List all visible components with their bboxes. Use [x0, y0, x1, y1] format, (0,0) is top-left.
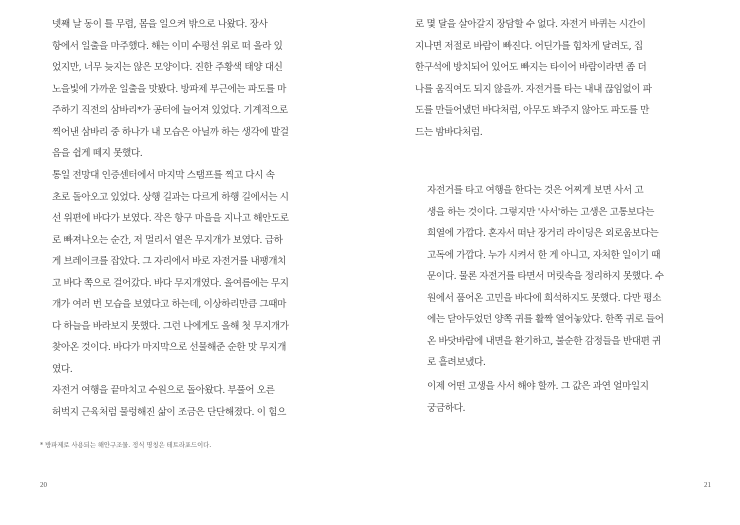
text-line: 개가 여러 번 모습을 보였다고 하는데, 이상하리만큼 그때마	[52, 299, 287, 310]
footnote: * 방파제로 사용되는 해안구조물. 정식 명칭은 테트라포드이다.	[40, 442, 212, 449]
text-line: 도를 만들어냈던 바다처럼, 아무도 봐주지 않아도 파도를 만	[415, 105, 650, 116]
left-paragraph-3	[40, 380, 336, 423]
text-line: 다 하늘을 바라보지 못했다. 그런 나에게도 올해 첫 무지개가	[52, 320, 289, 332]
right-page	[370, 0, 740, 525]
left-paragraph-1	[40, 14, 336, 165]
right-paragraph-3	[415, 376, 709, 419]
text-line: 주하기 직전의 삼바리*가 공터에 늘어져 있었다. 기계적으로	[52, 105, 288, 116]
text-line: 였다.	[52, 363, 73, 375]
text-line: 고 바다 쪽으로 걸어갔다. 바다 무지개였다. 올여름에는 무지	[52, 277, 289, 289]
left-paragraph-2	[40, 165, 336, 380]
text-line: 드는 밤바다처럼.	[415, 126, 483, 138]
text-line: 이제 어떤 고생을 사서 해야 할까. 그 값은 과연 얼마일지	[427, 381, 649, 392]
text-line: 선 위편에 바다가 보였다. 작은 항구 마을을 지나고 해안도로	[52, 213, 289, 224]
text-line: 에는 닫아두었던 양쪽 귀를 활짝 열어놓았다. 한쪽 귀로 들어	[427, 314, 664, 325]
text-line: 희열에 가깝다. 혼자서 떠난 장거리 라이딩은 외로움보다는	[427, 228, 659, 239]
text-line: 노을빛에 가까운 일출을 맛봤다. 방파제 부근에는 파도를 마	[52, 83, 287, 95]
page-number-right: 21	[704, 481, 711, 489]
text-line: 나를 움직여도 되지 않을까. 자전거를 타는 내내 끊임없이 파	[415, 83, 652, 95]
right-paragraph-2	[415, 180, 709, 374]
page-number-left: 20	[40, 481, 47, 489]
text-line: 로 흘려보냈다.	[427, 357, 486, 368]
text-line: 온 바닷바람에 내면을 환기하고, 불순한 감정들을 반대편 귀	[427, 335, 662, 347]
text-line: 찍어낸 삼바리 중 하나가 내 모습은 아닐까 하는 생각에 발걸	[52, 126, 289, 138]
text-line: 자전거를 타고 여행을 한다는 것은 어찌게 보면 사서 고	[427, 185, 644, 196]
text-line: 자전거 여행을 끝마치고 수원으로 돌아왔다. 부풀어 오른	[52, 385, 275, 396]
right-paragraph-1	[415, 14, 709, 143]
text-line: 넷째 날 동이 틀 무렵, 몸을 일으켜 밖으로 나왔다. 장사	[52, 19, 268, 30]
text-line: 로 빠져나오는 순간, 저 멀리서 옅은 무지개가 보였다. 급하	[52, 234, 283, 246]
text-line: 한구석에 방치되어 있어도 빠지는 타이어 바람이라면 좀 더	[415, 62, 647, 73]
text-line: 생을 하는 것이다. 그렇지만 '사서'하는 고생은 고통보다는	[427, 206, 654, 218]
text-line: 로 몇 달을 살아갈지 장담할 수 없다. 자전거 바퀴는 시간이	[415, 19, 646, 30]
text-line: 고독에 가깝다. 누가 시켜서 한 게 아니고, 자처한 일이기 때	[427, 249, 661, 261]
text-line: 음을 쉽게 떼지 못했다.	[52, 148, 143, 159]
text-line: 지나면 저절로 바람이 빠진다. 어딘가를 힘차게 달려도, 집	[415, 40, 643, 52]
text-line: 문이다. 물론 자전거를 타면서 머릿속을 정리하지 못했다. 수	[427, 271, 664, 282]
text-line: 항에서 일출을 마주했다. 해는 이미 수평선 위로 떠 올라 있	[52, 40, 283, 52]
text-line: 었지만, 너무 늦지는 않은 모양이다. 진한 주황색 태양 대신	[52, 62, 283, 73]
text-line: 허벅지 근육처럼 물렁해진 삶이 조금은 단단해졌다. 이 힘으	[52, 406, 287, 418]
text-line: 궁금하다.	[427, 402, 466, 414]
text-line: 초로 돌아오고 있었다. 상행 길과는 다르게 하행 길에서는 시	[52, 191, 289, 203]
text-line: 통일 전망대 인증센터에서 마지막 스탬프를 찍고 다시 속	[52, 170, 275, 181]
text-line: 원에서 품어온 고민을 바다에 희석하지도 못했다. 다만 평소	[427, 292, 662, 304]
text-line: 찾아온 것이다. 바다가 마지막으로 선물해준 순한 맛 무지개	[52, 342, 287, 353]
text-line: 게 브레이크를 잡았다. 그 자리에서 바로 자전거를 내팽개치	[52, 256, 287, 267]
